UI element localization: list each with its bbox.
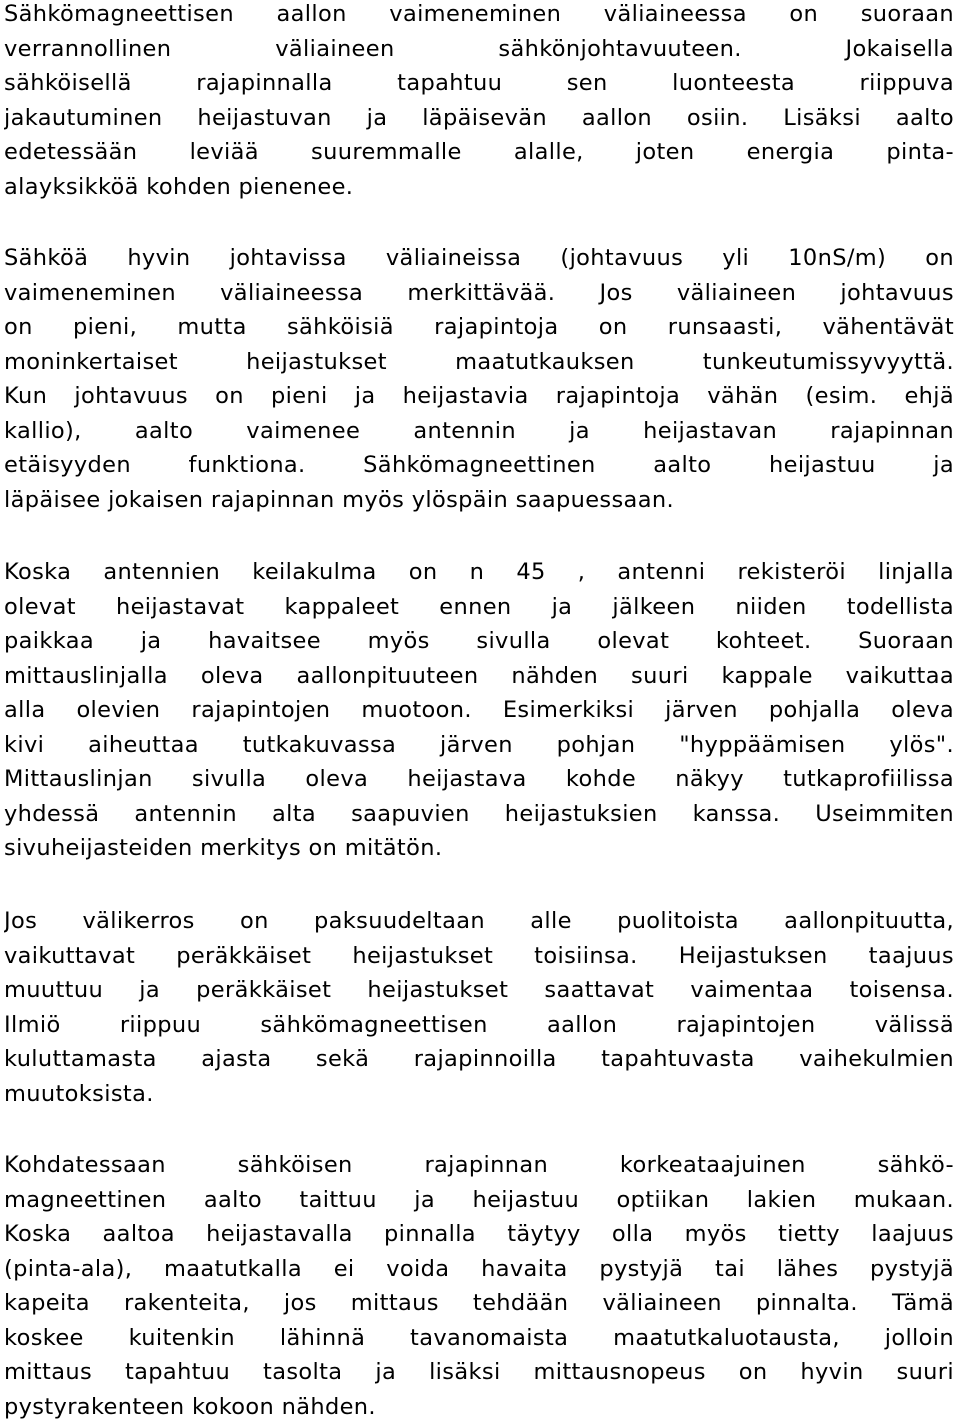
text-line: edetessään leviää suuremmalle alalle, joten energia pinta- <box>4 139 954 165</box>
text-line: kivi aiheuttaa tutkakuvassa järven pohjan "hyppäämisen ylös". <box>4 731 954 758</box>
text-line: vaimeneminen väliaineessa merkittävää. Jos väliaineen johtavuus <box>4 279 954 306</box>
text-line: moninkertaiset heijastukset maatutkauksen tunkeutumissyvyyttä. <box>4 348 954 375</box>
document-page <box>4 0 954 1426</box>
text-line: (pinta-ala), maatutkalla ei voida havaita pystyjä tai lähes pystyjä <box>4 1255 954 1282</box>
text-line: Sähkömagneettisen aallon vaimeneminen väliaineessa on suoraan <box>4 1 954 27</box>
text-line: pystyrakenteen kokoon nähden. <box>4 1393 376 1420</box>
text-line: sivuheijasteiden merkitys on mitätön. <box>4 835 443 861</box>
text-line: alla olevien rajapintojen muotoon. Esimerkiksi järven pohjalla oleva <box>4 697 954 723</box>
text-line: jakautuminen heijastuvan ja läpäisevän aallon osiin. Lisäksi aalto <box>4 104 954 131</box>
text-line: Mittauslinjan sivulla oleva heijastava kohde näkyy tutkaprofiilissa <box>4 766 954 792</box>
paragraph-attenuation <box>4 0 954 204</box>
text-line: kallio), aalto vaimenee antennin ja heijastavan rajapinnan <box>4 417 954 444</box>
text-line: paikkaa ja havaitsee myös sivulla olevat kohteet. Suoraan <box>4 628 954 654</box>
text-line: on pieni, mutta sähköisiä rajapintoja on runsaasti, vähentävät <box>4 314 954 340</box>
text-line: Koska aaltoa heijastavalla pinnalla täytyy olla myös tietty laajuus <box>4 1221 954 1247</box>
text-line: sähköisellä rajapinnalla tapahtuu sen luonteesta riippuva <box>4 70 954 96</box>
paragraph-refraction <box>4 1148 954 1424</box>
text-line: Sähköä hyvin johtavissa väliaineissa (johtavuus yli 10nS/m) on <box>4 245 954 271</box>
text-line: muuttuu ja peräkkäiset heijastukset saattavat vaimentaa toisensa. <box>4 977 954 1003</box>
text-line: magneettinen aalto taittuu ja heijastuu optiikan lakien mukaan. <box>4 1186 954 1213</box>
paragraph-interlayer <box>4 904 954 1111</box>
text-line: läpäisee jokaisen rajapinnan myös ylöspäin saapuessaan. <box>4 486 674 513</box>
text-line: kapeita rakenteita, jos mittaus tehdään väliaineen pinnalta. Tämä <box>4 1290 954 1316</box>
text-line: Ilmiö riippuu sähkömagneettisen aallon rajapintojen välissä <box>4 1011 954 1038</box>
text-line: Jos välikerros on paksuudeltaan alle puolitoista aallonpituutta, <box>4 908 954 934</box>
paragraph-conductivity <box>4 241 954 517</box>
text-line: vaikuttavat peräkkäiset heijastukset toisiinsa. Heijastuksen taajuus <box>4 942 954 969</box>
text-line: alayksikköä kohden pienenee. <box>4 173 354 200</box>
text-line: mittaus tapahtuu tasolta ja lisäksi mittausnopeus on hyvin suuri <box>4 1359 954 1385</box>
text-line: kuluttamasta ajasta sekä rajapinnoilla tapahtuvasta vaihekulmien <box>4 1046 954 1072</box>
text-line: olevat heijastavat kappaleet ennen ja jälkeen niiden todellista <box>4 593 954 620</box>
text-line: yhdessä antennin alta saapuvien heijastuksien kanssa. Useimmiten <box>4 800 954 827</box>
text-line: verrannollinen väliaineen sähkönjohtavuuteen. Jokaisella <box>4 35 954 62</box>
text-line: etäisyyden funktiona. Sähkömagneettinen aalto heijastuu ja <box>4 452 954 478</box>
text-line: Kun johtavuus on pieni ja heijastavia rajapintoja vähän (esim. ehjä <box>4 383 954 409</box>
text-line: koskee kuitenkin lähinnä tavanomaista maatutkaluotausta, jolloin <box>4 1324 954 1351</box>
paragraph-beam-angle <box>4 555 954 866</box>
text-line: mittauslinjalla oleva aallonpituuteen nähden suuri kappale vaikuttaa <box>4 662 954 689</box>
text-line: Kohdatessaan sähköisen rajapinnan korkeataajuinen sähkö- <box>4 1152 954 1178</box>
text-line: Koska antennien keilakulma on n 45 , antenni rekisteröi linjalla <box>4 559 954 585</box>
text-line: muutoksista. <box>4 1080 154 1107</box>
